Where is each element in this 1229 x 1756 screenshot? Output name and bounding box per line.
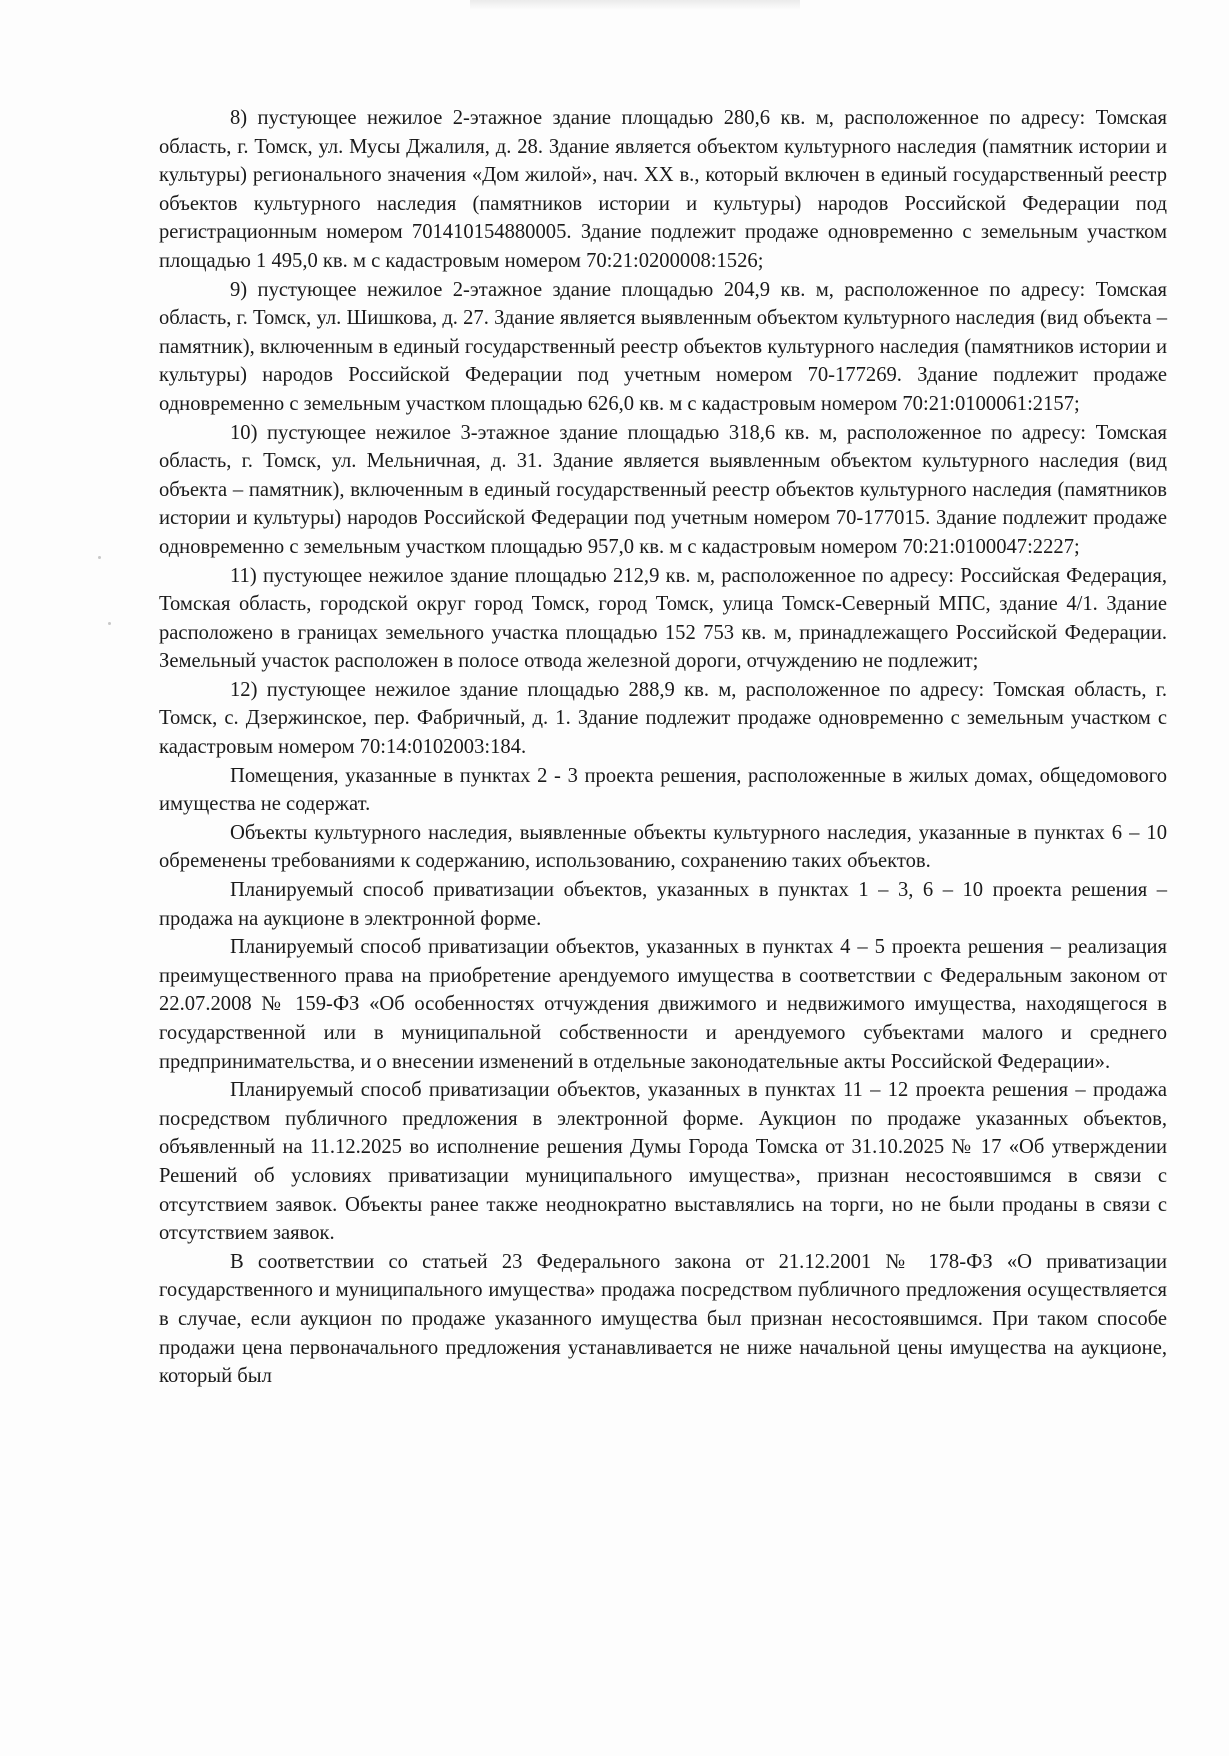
paragraph-item-10: 10) пустующее нежилое 3-этажное здание площадью 318,6 кв. м, расположенное по адресу: Томская область, г. Томск, ул. Мельничная, д. 31. Здание является выявленным объектом культурного наследия (вид объекта – памятник), включенным в единый государственный реестр объектов культурного наследия (памятников истории и культуры) народов Российской Федерации под учетным номером 70-177015. Здание подлежит продаже одновременно с земельным участком площадью 957,0 кв. м с кадастровым номером 70:21:0100047:2227;	[159, 421, 1167, 558]
paragraph-item-12: 12) пустующее нежилое здание площадью 288,9 кв. м, расположенное по адресу: Томская область, г. Томск, с. Дзержинское, пер. Фабричный, д. 1. Здание подлежит продаже одновременно с земельным участком с кадастровым номером 70:14:0102003:184.	[159, 678, 1167, 759]
document-body	[159, 104, 1167, 1391]
scan-speck	[108, 622, 111, 625]
scan-speck	[98, 556, 101, 559]
scan-artifact	[470, 0, 800, 10]
paragraph-method-public-offer: Планируемый способ приватизации объектов, указанных в пунктах 11 – 12 проекта решения – продажа посредством публичного предложения в электронной форме. Аукцион по продаже указанных объектов, объявленный на 11.12.2025 во исполнение решения Думы Города Томска от 31.10.2025 № 17 «Об утверждении Решений об условиях приватизации муниципального имущества», признан несостоявшимся в связи с отсутствием заявок. Объекты ранее также неоднократно выставлялись на торги, но не были проданы в связи с отсутствием заявок.	[159, 1079, 1167, 1245]
paragraph-heritage-note: Объекты культурного наследия, выявленные объекты культурного наследия, указанные в пунктах 6 – 10 обременены требованиями к содержанию, использованию, сохранению таких объектов.	[159, 821, 1167, 873]
paragraph-item-11: 11) пустующее нежилое здание площадью 212,9 кв. м, расположенное по адресу: Российская Федерация, Томская область, городской округ город Томск, город Томск, улица Томск-Северный МПС, здание 4/1. Здание расположено в границах земельного участка площадью 152 753 кв. м, принадлежащего Российской Федерации. Земельный участок расположен в полосе отвода железной дороги, отчуждению не подлежит;	[159, 564, 1167, 673]
paragraph-method-preemptive: Планируемый способ приватизации объектов, указанных в пунктах 4 – 5 проекта решения – реализация преимущественного права на приобретение арендуемого имущества в соответствии с Федеральным законом от 22.07.2008 № 159-ФЗ «Об особенностях отчуждения движимого и недвижимого имущества, находящегося в государственной или в муниципальной собственности и арендуемого субъектами малого и среднего предпринимательства, и о внесении изменений в отдельные законодательные акты Российской Федерации».	[159, 936, 1167, 1073]
paragraph-item-8: 8) пустующее нежилое 2-этажное здание площадью 280,6 кв. м, расположенное по адресу: Томская область, г. Томск, ул. Мусы Джалиля, д. 28. Здание является объектом культурного наследия (памятник истории и культуры) регионального значения «Дом жилой», нач. XX в., который включен в единый государственный реестр объектов культурного наследия (памятников истории и культуры) народов Российской Федерации под регистрационным номером 701410154880005. Здание подлежит продаже одновременно с земельным участком площадью 1 495,0 кв. м с кадастровым номером 70:21:0200008:1526;	[159, 107, 1167, 272]
paragraph-item-9: 9) пустующее нежилое 2-этажное здание площадью 204,9 кв. м, расположенное по адресу: Томская область, г. Томск, ул. Шишкова, д. 27. Здание является выявленным объектом культурного наследия (вид объекта – памятник), включенным в единый государственный реестр объектов культурного наследия (памятников истории и культуры) народов Российской Федерации под учетным номером 70-177269. Здание подлежит продаже одновременно с земельным участком площадью 626,0 кв. м с кадастровым номером 70:21:0100061:2157;	[159, 278, 1167, 415]
paragraph-premises-note: Помещения, указанные в пунктах 2 - 3 проекта решения, расположенные в жилых домах, общедомового имущества не содержат.	[159, 764, 1167, 816]
paragraph-method-auction: Планируемый способ приватизации объектов, указанных в пунктах 1 – 3, 6 – 10 проекта решения – продажа на аукционе в электронной форме.	[159, 879, 1167, 930]
paragraph-law-reference: В соответствии со статьей 23 Федерального закона от 21.12.2001 № 178-ФЗ «О приватизации государственного и муниципального имущества» продажа посредством публичного предложения осуществляется в случае, если аукцион по продаже указанного имущества был признан несостоявшимся. При таком способе продажи цена первоначального предложения устанавливается не ниже начальной цены имущества на аукционе, который был	[159, 1250, 1167, 1388]
